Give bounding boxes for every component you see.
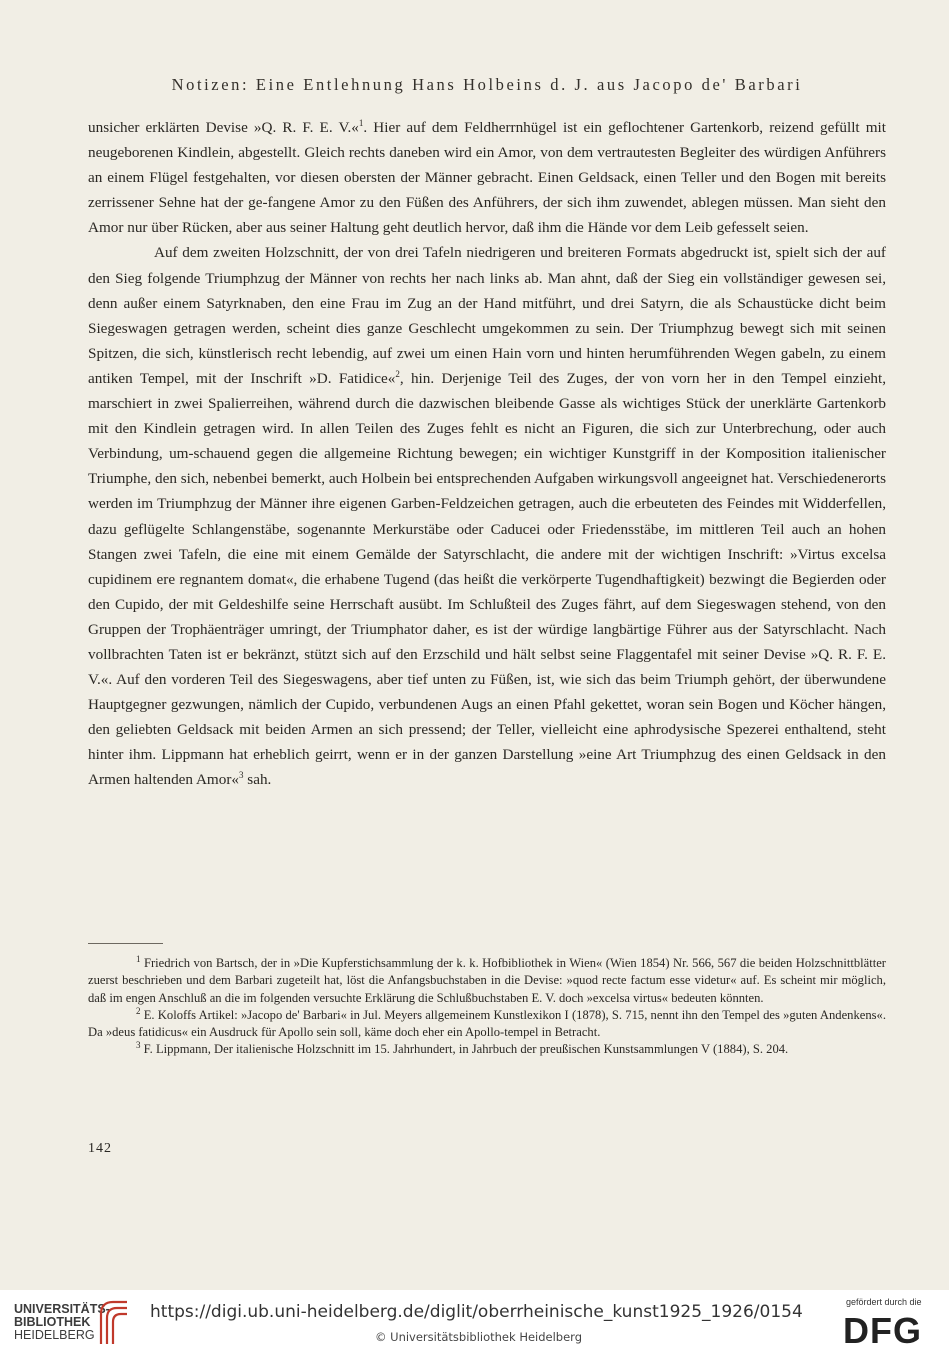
paragraph-text: unsicher erklärten Devise »Q. R. F. E. V.«: [88, 119, 359, 136]
library-name-line: UNIVERSITÄTS-: [14, 1302, 110, 1316]
footnote-text: F. Lippmann, Der italienische Holzschnitt im 15. Jahrhundert, in Jahrbuch der preußischen Kunstsammlungen V (1884), S. 204.: [143, 1042, 789, 1057]
running-head: Notizen: Eine Entlehnung Hans Holbeins d. J. aus Jacopo de' Barbari: [171, 75, 803, 94]
footnote-ref-1[interactable]: 1: [358, 117, 364, 128]
footnote-text: Friedrich von Bartsch, der in »Die Kupferstichsammlung der k. k. Hofbibliothek in Wien« (Wien 1854) Nr. 566, 567 die beiden Holzschnittblätter zuerst beschrieben und dem Barbari zugeteilt hat, löst die Anfangsbuchstaben in die Devise: »quod recte factum esse videtur« auf. Es scheint mir möglich, daß im engen Anschluß an die im folgenden versuchte Erklärung die Schlußbuchstaben E. V. doch »excelsa virtus« bedeuten könnten.: [88, 956, 886, 1005]
paragraph-2: [88, 240, 886, 792]
footnote-1: [88, 955, 886, 1007]
footnotes: [88, 955, 886, 1059]
library-logo-text[interactable]: [14, 1303, 110, 1342]
paragraph-text: . Hier auf dem Feldherrnhügel ist ein geflochtener Gartenkorb, reizend gefüllt mit neugeborenen Kindlein, abgestellt. Gleich rechts daneben wird ein Amor, von dem vertrautesten Begleiter des würdigen Anführers an einem Flügel festgehalten, vor diesen obersten der Männer gebracht. Einen Geldsack, einen Teller und den Bogen mit bereits zerrissener Sehne hat der ge-fangene Amor zu den Füßen des Anführers, der sich ihm zuwendet, ablegen müssen. Man sieht den Amor nur über Rücken, aber aus seiner Haltung geht deutlich hervor, daß ihm die Hände vor dem Leib gefesselt seien.: [88, 119, 886, 237]
paragraph-text: , hin. Derjenige Teil des Zuges, der von vorn her in den Tempel einzieht, marschiert in zwei Spalierreihen, während durch die dazwischen bleibende Gasse als wichtiges Stück der unerklärte Gartenkorb mit den Kindlein getragen wird. In allen Teilen des Zuges fehlt es nicht an Figuren, die sich zur Unterbrechung, oder auch Verbindung, um-schauend gegen die allgemeine Richtung bewegen; ein wichtiger Kunstgriff in der Komposition italienischer Triumphe, den sich, nebenbei bemerkt, auch Holbein bei entsprechenden Aufgaben wirkungsvoll angeeignet hat. Verschiedenerorts werden im Triumphzug der Männer ihre eigenen Garben-Feldzeichen getragen, auch die erbeuteten des Feindes mit Widderfellen, dazu geflügelte Schlangenstäbe, sogenannte Merkurstäbe oder Caducei oder Friedensstäbe, im mittleren Teil auch an hohen Stangen zwei Tafeln, die eine mit einem Gemälde der Satyrschlacht, die andere mit der wichtigen Inschrift: »Virtus excelsa cupidinem ere regnantem domat«, die erhabene Tugend (das heißt die verkörperte Tugendhaftigkeit) bezwingt die Begierden oder den Cupido, der mit Geldeshilfe seine Herrschaft ausübt. Im Schlußteil des Zuges fährt, auf dem Siegeswagen stehend, von den Gruppen der Trophäenträger umringt, der Triumphator daher, es ist der würdige langbärtige Führer aus der Satyrschlacht. Nach vollbrachten Taten ist er bekränzt, stützt sich auf den Erzschild und hält selbst seine Flaggentafel mit seiner Devise »Q. R. F. E. V.«. Auf den vorderen Teil des Siegeswagens, aber tief unten zu Füßen, ist, wie sich das beim Triumph gehört, der überwundene Hauptgegner gezwungen, nämlich der Cupido, verbundenen Augs an einen Pfahl gekettet, woran sein Bogen und Köcher hängen, den geliebten Geldsack mit beiden Armen an sich pressend; der Teller, vielleicht eine aphrodysische Spezerei enthaltend, steht hinter ihm. Lippmann hat erheblich geirrt, wenn er in der ganzen Darstellung »eine Art Triumphzug des einen Geldsack in den Armen haltenden Amor«: [88, 369, 886, 789]
page-number: 142: [88, 1141, 112, 1156]
footnote-number: 3: [136, 1040, 141, 1051]
footnote-ref-2[interactable]: 2: [395, 368, 400, 379]
funder-label: gefördert durch die: [846, 1297, 922, 1307]
permalink-url[interactable]: https://digi.ub.uni-heidelberg.de/diglit/oberrheinische_kunst1925_1926/0154: [150, 1302, 803, 1322]
footnote-number: 1: [136, 953, 141, 964]
footnote-text: E. Koloffs Artikel: »Jacopo de' Barbari« in Jul. Meyers allgemeinem Kunstlexikon I (1878), S. 715, nennt ihn den Tempel des »guten Andenkens«. Da »deus fatidicus« ein Ausdruck für Apollo sein soll, käme doch eher ein Apollo-tempel in Betracht.: [88, 1007, 886, 1040]
paragraph-text: sah.: [243, 771, 272, 789]
footnote-number: 2: [136, 1005, 141, 1016]
paragraph-text: Auf dem zweiten Holzschnitt, der von drei Tafeln niedrigeren und breiteren Formats abgedruckt ist, spielt sich der auf den Sieg folgende Triumphzug der Männer von rechts her nach links ab. Man ahnt, daß der Sieg ein vollständiger gewesen sei, denn außer einem Satyrknaben, den eine Frau im Zug an der Hand mitführt, und drei Satyrn, die als Schaustücke dicht beim Siegeswagen getragen werden, scheint dies ganze Geschlecht umgekommen zu sein. Der Triumphzug bewegt sich mit seinen Spitzen, die sich, künstlerisch recht lebendig, auf zwei um einen Hain vorn und hinten herumführenden Wegen gabeln, zu einem antiken Tempel, mit der Inschrift »D. Fatidice«: [88, 244, 886, 387]
library-name-line: HEIDELBERG: [14, 1328, 95, 1342]
body-text: [88, 115, 886, 793]
footnote-divider: [88, 943, 163, 944]
footnote-ref-3[interactable]: 3: [239, 770, 244, 781]
copyright-notice: © Universitätsbibliothek Heidelberg: [375, 1330, 583, 1344]
viewer-footer: [0, 1290, 949, 1355]
library-logo-icon[interactable]: [97, 1296, 131, 1348]
dfg-logo[interactable]: DFG: [843, 1310, 922, 1351]
footnote-3: [88, 1041, 886, 1058]
footnote-2: [88, 1007, 886, 1042]
paragraph-1: [88, 115, 886, 240]
library-name-line: BIBLIOTHEK: [14, 1315, 91, 1329]
